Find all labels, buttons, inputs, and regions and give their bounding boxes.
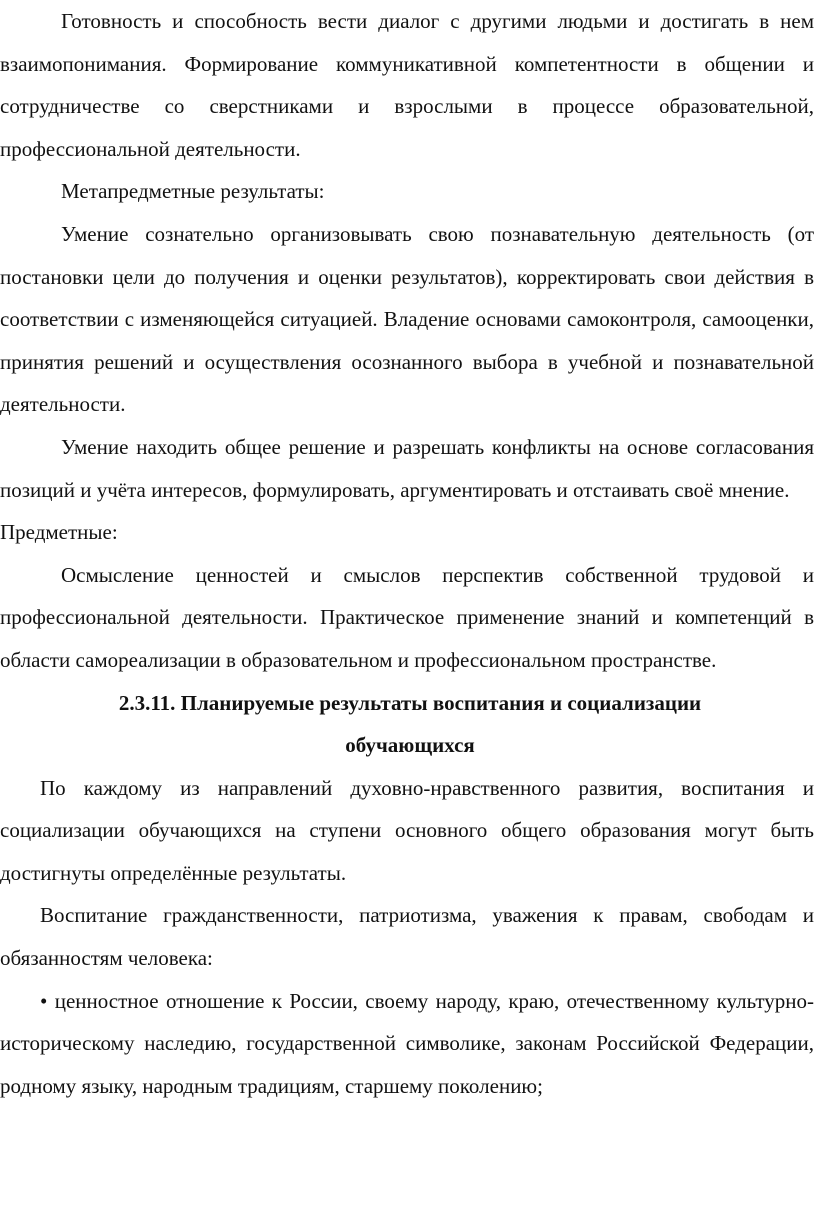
- paragraph-conflict-resolution: Умение находить общее решение и разрешать конфликты на основе согласования позиций и учёта интересов, формулировать, аргументировать и отстаивать своё мнение.: [0, 434, 814, 502]
- paragraph-metasubject-heading: Метапредметные результаты:: [61, 179, 325, 204]
- paragraph-self-organization: Умение сознательно организовывать свою познавательную деятельность (от постановки цели до получения и оценки результатов), корректировать свои действия в соответствии с изменяющейся ситуацией. Владение основами самоконтроля, самооценки, принятия решений и осуществления осознанного выбора в учебной и познавательной деятельности.: [0, 221, 814, 417]
- paragraph-subject-heading: Предметные:: [0, 520, 118, 545]
- paragraph-professional-values: Осмысление ценностей и смыслов перспектив собственной трудовой и профессиональной деятельности. Практическое применение знаний и компетенций в области самореализации в образовательном и профессиональном пространстве.: [0, 562, 814, 672]
- paragraph-communication: Готовность и способность вести диалог с другими людьми и достигать в нем взаимопонимания. Формирование коммуникативной компетентности в общении и сотрудничестве со сверстниками и взрослыми в процессе образовательной, профессиональной деятельности.: [0, 9, 814, 161]
- list-item-russia-values: • ценностное отношение к России, своему народу, краю, отечественному культурно-историческому наследию, государственной символике, законам Российской Федерации, родному языку, народным традициям, старшему поколению;: [0, 988, 814, 1098]
- paragraph-results-intro: По каждому из направлений духовно-нравственного развития, воспитания и социализации обучающихся на ступени основного общего образования могут быть достигнуты определённые результаты.: [0, 775, 814, 885]
- paragraph-citizenship: Воспитание гражданственности, патриотизма, уважения к правам, свободам и обязанностям человека:: [0, 903, 814, 971]
- section-heading: 2.3.11. Планируемые результаты воспитания и социализации обучающихся: [118, 690, 702, 758]
